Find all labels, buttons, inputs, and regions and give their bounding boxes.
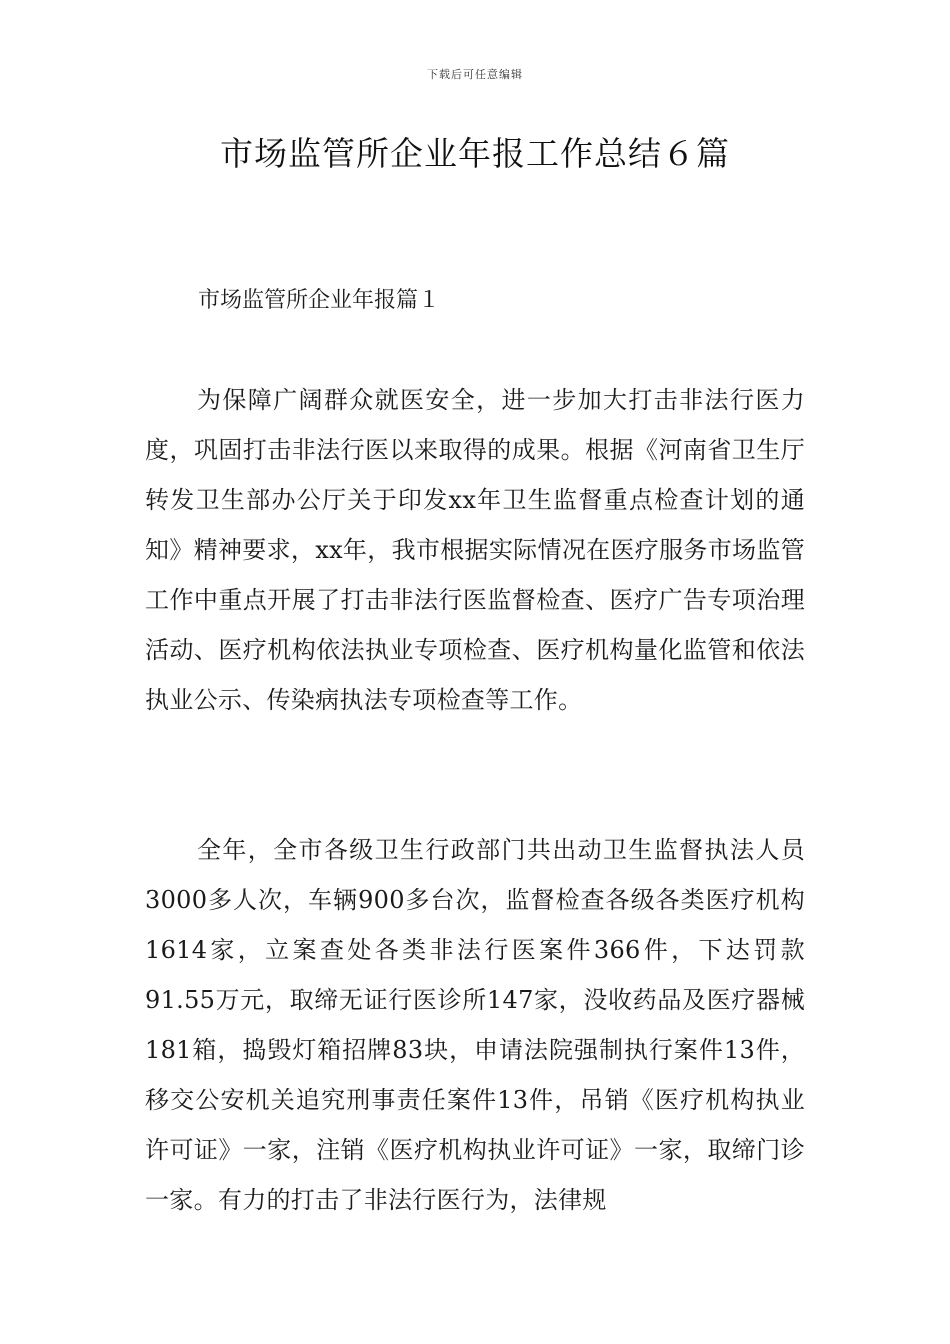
document-title: 市场监管所企业年报工作总结６篇 [220,134,730,173]
body-paragraph-1: 为保障广阔群众就医安全，进一步加大打击非法行医力度，巩固打击非法行医以来取得的成果。根据《河南省卫生厅转发卫生部办公厅关于印发xx年卫生监督重点检查计划的通知》精神要求，xx年，我市根据实际情况在医疗服务市场监管工作中重点开展了打击非法行医监督检查、医疗广告专项治理活动、医疗机构依法执业专项检查、医疗机构量化监管和依法执业公示、传染病执法专项检查等工作。 [145,386,805,714]
header-note: 下载后可任意编辑 [427,68,523,81]
body-paragraph-2: 全年，全市各级卫生行政部门共出动卫生监督执法人员3000多人次，车辆900多台次，监督检查各级各类医疗机构1614家，立案查处各类非法行医案件366件，下达罚款91.55万元，取缔无证行医诊所147家，没收药品及医疗器械181箱，捣毁灯箱招牌83块，申请法院强制执行案件13件，移交公安机关追究刑事责任案件13件，吊销《医疗机构执业许可证》一家，注销《医疗机构执业许可证》一家，取缔门诊一家。有力的打击了非法行医行为，法律规 [145,836,805,1214]
section-heading: 市场监管所企业年报篇１ [198,288,441,313]
